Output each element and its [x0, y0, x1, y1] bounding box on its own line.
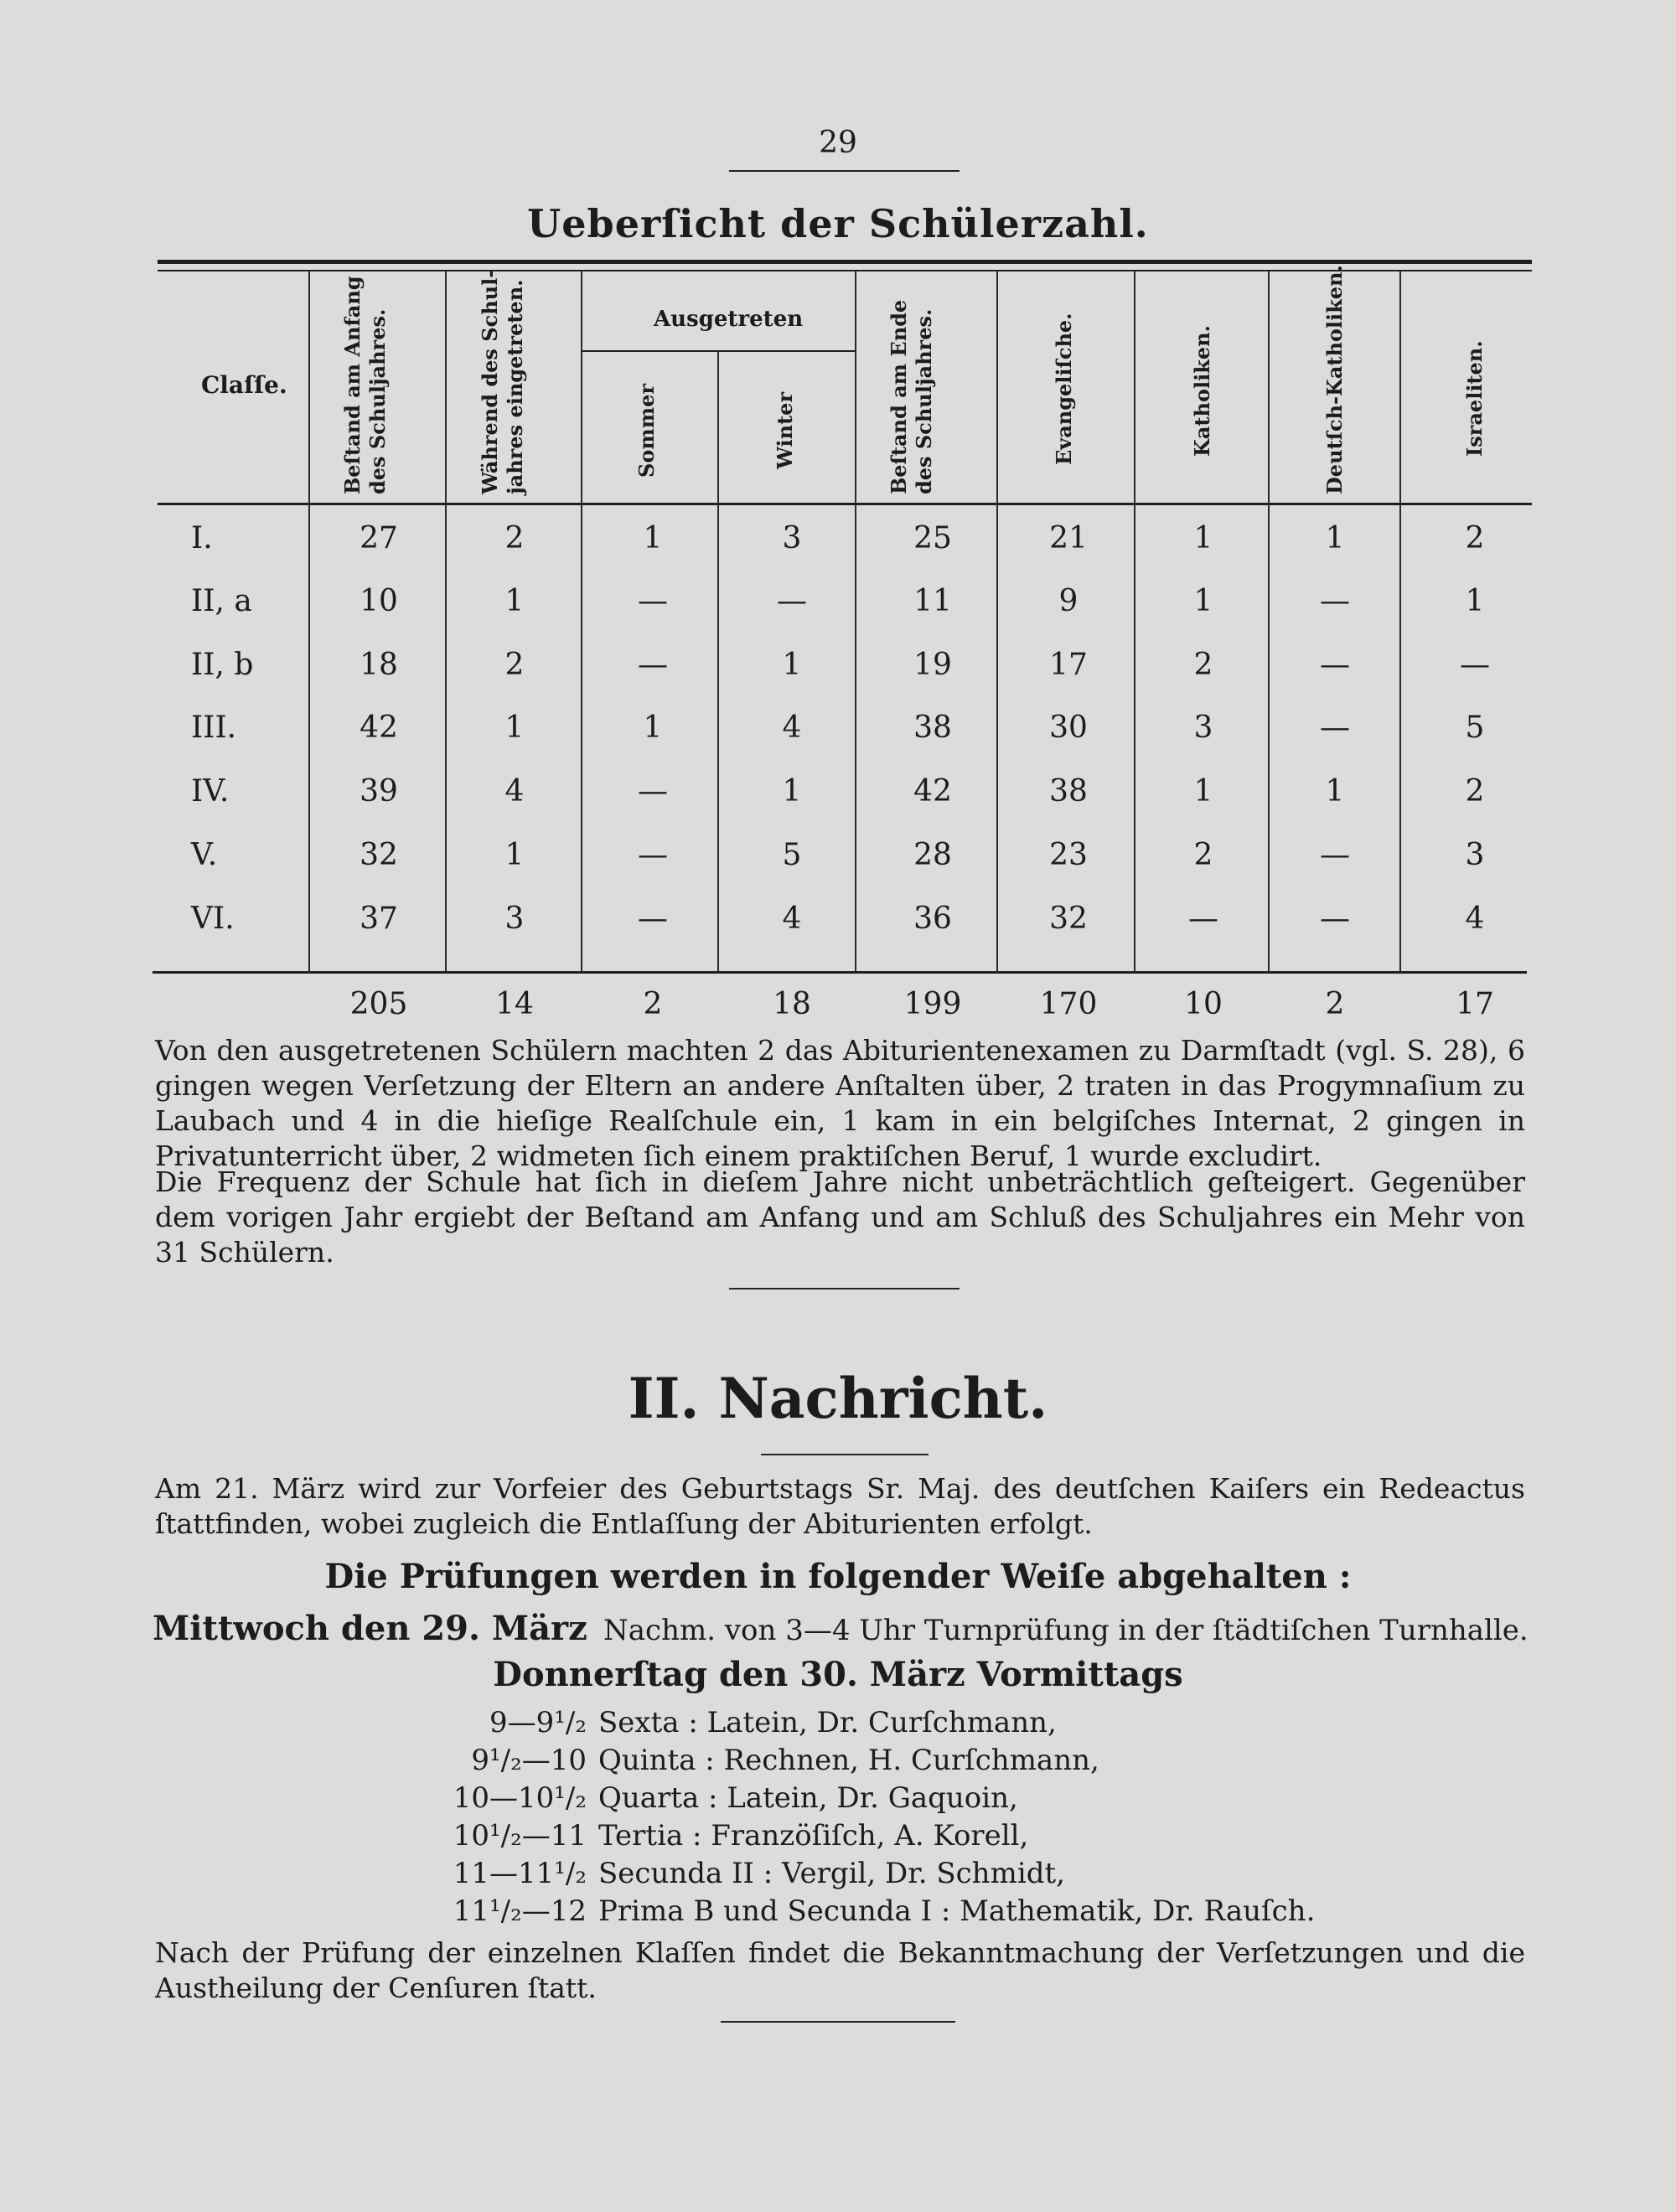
column-divider	[855, 271, 856, 971]
wednesday-day: Mittwoch den 29. März	[153, 1609, 587, 1648]
section-title: II. Nachricht.	[628, 1366, 1048, 1431]
class-label: II, b	[191, 648, 254, 682]
table-cell: —	[638, 584, 668, 618]
table-cell: —	[1320, 711, 1350, 745]
class-label: III.	[191, 711, 237, 745]
table-cell: 2	[1193, 838, 1213, 872]
header-bestand-anfang: Beſtand am Anfang des Schuljahres.	[340, 276, 390, 494]
divider	[729, 1288, 960, 1289]
wednesday-text: Nachm. von 3—4 Uhr Turnprüfung in der ſtädtiſchen Turnhalle.	[603, 1614, 1529, 1647]
table-title: Ueberſicht der Schülerzahl.	[527, 201, 1149, 246]
class-label: V.	[191, 838, 218, 872]
class-label: II, a	[191, 584, 252, 618]
table-cell: 1	[782, 774, 802, 809]
divider	[729, 170, 960, 172]
table-cell: 1	[782, 648, 802, 682]
header-sommer: Sommer	[634, 383, 659, 478]
table-cell: 2	[1193, 648, 1213, 682]
schedule-entry: Quinta : Rechnen, H. Curſchmann,	[598, 1744, 1099, 1777]
table-cell: 19	[913, 648, 952, 682]
class-label: VI.	[191, 902, 235, 936]
paragraph-ausgetretene: Von den ausgetretenen Schülern machten 2 das Abiturientenexamen zu Darmſtadt (vgl. S. 28), 6 gingen wegen Verſetzung der Eltern an andere Anſtalten über, 2 traten in das Progymnaſium zu Laubach und 4 in die hieſige Realſchule ein, 1 kam in ein belgiſches Internat, 2 gingen in Privatunterricht über, 2 widmeten ſich einem praktiſchen Beruf, 1 wurde excludirt.	[155, 1034, 1525, 1172]
table-cell: 10	[360, 584, 398, 618]
table-cell: 1	[1193, 584, 1213, 618]
table-cell: —	[638, 838, 668, 872]
schedule-entry: Sexta : Latein, Dr. Curſchmann,	[598, 1706, 1057, 1739]
schedule-time: 10¹/₂—11	[453, 1819, 587, 1853]
header-bestand-ende: Beſtand am Ende des Schuljahres.	[887, 299, 936, 494]
thursday-heading: Donnerſtag den 30. März Vormittags	[493, 1655, 1183, 1694]
divider	[721, 2021, 955, 2023]
column-divider	[445, 271, 447, 971]
table-cell: 18	[360, 648, 398, 682]
table-cell: —	[1460, 648, 1490, 682]
schedule-time: 10—10¹/₂	[453, 1781, 587, 1815]
schedule-time: 11¹/₂—12	[453, 1894, 587, 1928]
table-top-rule	[158, 260, 1532, 264]
table-cell: 32	[360, 838, 398, 872]
divider	[761, 1454, 929, 1455]
column-divider	[1268, 271, 1270, 971]
table-cell: —	[638, 648, 668, 682]
header-evangelische: Evangeliſche.	[1052, 313, 1076, 465]
table-cell: 42	[913, 774, 952, 809]
table-cell: 5	[782, 838, 802, 872]
table-cell: 3	[1193, 711, 1213, 745]
table-cell: —	[1320, 584, 1350, 618]
table-cell: 3	[782, 521, 802, 556]
table-cell: —	[638, 774, 668, 809]
table-cell: 9	[1058, 584, 1079, 618]
table-cell: —	[1320, 648, 1350, 682]
group-header-ausgetreten: Ausgetreten	[654, 307, 804, 332]
column-divider	[308, 271, 310, 971]
column-divider	[581, 271, 582, 971]
schedule-entry: Tertia : Franzöſiſch, A. Korell,	[598, 1819, 1029, 1853]
table-cell: —	[1320, 902, 1350, 936]
table-cell: 4	[1465, 902, 1485, 936]
total-cell: 199	[903, 987, 962, 1021]
page-number: 29	[819, 126, 857, 160]
schedule-entry: Prima B und Secunda I : Mathematik, Dr. Rauſch.	[598, 1894, 1316, 1928]
table-cell: 32	[1049, 902, 1088, 936]
table-cell: —	[1188, 902, 1218, 936]
exam-heading: Die Prüfungen werden in folgender Weiſe abgehalten :	[324, 1557, 1352, 1596]
table-cell: 27	[360, 521, 398, 556]
table-cell: 42	[360, 711, 398, 745]
table-cell: 21	[1049, 521, 1088, 556]
class-header: Claſſe.	[201, 371, 287, 399]
header-winter: Winter	[773, 391, 797, 469]
table-cell: 1	[504, 838, 525, 872]
table-cell: 25	[913, 521, 952, 556]
table-cell: 1	[1325, 774, 1345, 809]
header-eingetreten: Während des Schul-jahres eingetreten.	[478, 269, 527, 494]
schedule-entry: Quarta : Latein, Dr. Gaquoin,	[598, 1781, 1018, 1815]
table-cell: 4	[504, 774, 525, 809]
paragraph-redeactus: Am 21. März wird zur Vorfeier des Geburtstags Sr. Maj. des deutſchen Kaiſers ein Redeactus ſtattfinden, wobei zugleich die Entlaſſung der Abiturienten erfolgt.	[155, 1472, 1525, 1540]
table-cell: 1	[1465, 584, 1485, 618]
table-cell: 1	[504, 711, 525, 745]
schedule-time: 11—11¹/₂	[453, 1857, 587, 1890]
header-rule	[158, 503, 1532, 505]
table-cell: 37	[360, 902, 398, 936]
schedule-entry: Secunda II : Vergil, Dr. Schmidt,	[598, 1857, 1065, 1890]
total-cell: 2	[1325, 987, 1345, 1021]
table-cell: 17	[1049, 648, 1088, 682]
table-cell: 2	[504, 648, 525, 682]
table-cell: 2	[1465, 774, 1485, 809]
paragraph-bekanntmachung: Nach der Prüfung der einzelnen Klaſſen findet die Bekanntmachung der Verſetzungen und die Austheilung der Cenſuren ſtatt.	[155, 1936, 1525, 2004]
header-katholiken: Katholiken.	[1190, 325, 1214, 457]
table-cell: 4	[782, 711, 802, 745]
table-cell: 3	[504, 902, 525, 936]
table-cell: 5	[1465, 711, 1485, 745]
table-cell: 36	[913, 902, 952, 936]
total-cell: 205	[349, 987, 408, 1021]
table-cell: 1	[643, 711, 663, 745]
table-cell: 2	[504, 521, 525, 556]
total-cell: 170	[1039, 987, 1098, 1021]
total-cell: 18	[773, 987, 811, 1021]
table-cell: 4	[782, 902, 802, 936]
class-label: IV.	[191, 774, 230, 809]
table-cell: —	[1320, 838, 1350, 872]
schedule-time: 9¹/₂—10	[471, 1744, 587, 1777]
class-label: I.	[191, 521, 213, 556]
table-cell: 28	[913, 838, 952, 872]
header-israeliten: Israeliten.	[1462, 340, 1487, 457]
table-cell: 38	[1049, 774, 1088, 809]
sum-rule	[153, 971, 1527, 974]
table-cell: 39	[360, 774, 398, 809]
column-divider	[1399, 271, 1401, 971]
table-cell: 1	[643, 521, 663, 556]
column-divider	[1134, 271, 1135, 971]
table-cell: 38	[913, 711, 952, 745]
table-cell: 11	[913, 584, 952, 618]
table-cell: 30	[1049, 711, 1088, 745]
total-cell: 17	[1456, 987, 1494, 1021]
table-cell: 1	[1325, 521, 1345, 556]
total-cell: 2	[643, 987, 663, 1021]
table-cell: —	[777, 584, 807, 618]
schedule-time: 9—9¹/₂	[489, 1706, 587, 1739]
table-cell: 2	[1465, 521, 1485, 556]
group-rule	[581, 350, 855, 352]
total-cell: 14	[495, 987, 534, 1021]
column-divider	[996, 271, 998, 971]
table-cell: 3	[1465, 838, 1485, 872]
column-divider	[717, 352, 719, 971]
table-cell: —	[638, 902, 668, 936]
paragraph-frequenz: Die Frequenz der Schule hat ſich in dieſem Jahre nicht unbeträchtlich geſteigert. Gegenüber dem vorigen Jahr ergiebt der Beſtand am Anfang und am Schluß des Schuljahres ein Mehr von 31 Schülern.	[155, 1165, 1525, 1269]
table-cell: 23	[1049, 838, 1088, 872]
total-cell: 10	[1184, 987, 1223, 1021]
header-deutsch-katholiken: Deutſch-Katholiken.	[1322, 265, 1347, 494]
table-cell: 1	[504, 584, 525, 618]
table-cell: 1	[1193, 774, 1213, 809]
table-cell: 1	[1193, 521, 1213, 556]
